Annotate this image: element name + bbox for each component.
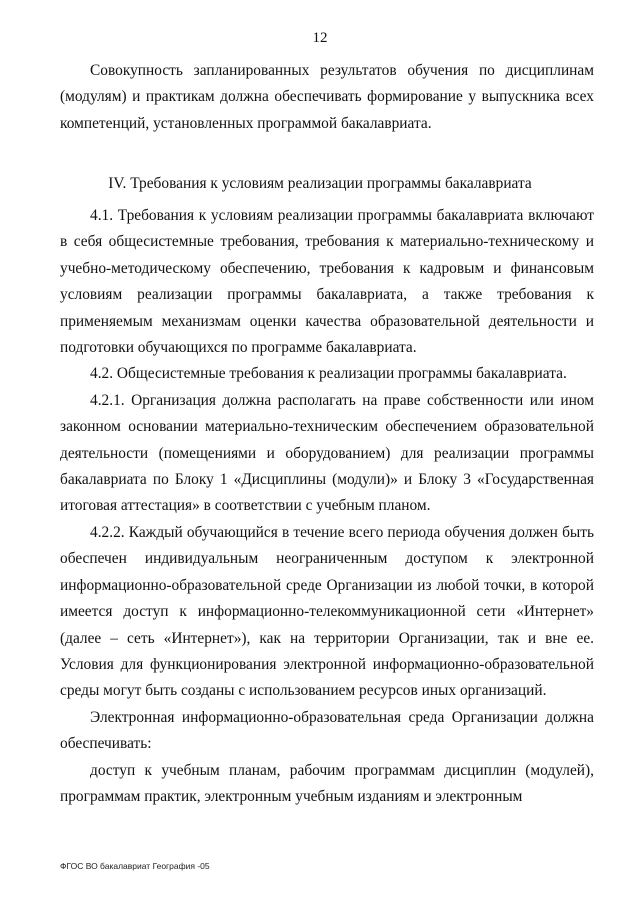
paragraph-4-1: 4.1. Требования к условиям реализации программы бакалавриата включают в себя общесистемные требования, требования к материально-техническому и учебно-методическому обеспечению, требования к кадровым и финансовым условиям реализации программы бакалавриата, а также требования к применяемым механизмам оценки качества образовательной деятельности и подготовки обучающихся по программе бакалавриата.	[60, 207, 594, 357]
intro-text-block	[60, 58, 594, 137]
paragraph-environment: Электронная информационно-образовательная среда Организации должна обеспечивать:	[60, 708, 594, 753]
paragraph-4-2-1: 4.2.1. Организация должна располагать на праве собственности или ином законном основании материально-техническим обеспечением образовательной деятельности (помещениями и оборудованием) для реализации программы бакалавриата по Блоку 1 «Дисциплины (модули)» и Блоку 3 «Государственная итоговая аттестация» в соответствии с учебным планом.	[60, 391, 594, 515]
paragraph-4-2: 4.2. Общесистемные требования к реализации программы бакалавриата.	[90, 365, 567, 383]
intro-paragraph: Совокупность запланированных результатов обучения по дисциплинам (модулям) и практикам должна обеспечивать формирование у выпускника всех компетенций, установленных программой бакалавриата.	[60, 62, 594, 132]
section-heading: IV. Требования к условиям реализации программы бакалавриата	[108, 175, 532, 192]
document-footer: ФГОС ВО бакалавриат География -05	[60, 861, 210, 871]
section-body	[60, 203, 594, 810]
paragraph-access: доступ к учебным планам, рабочим программам дисциплин (модулей), программам практик, электронным учебным изданиям и электронным	[60, 761, 594, 805]
paragraph-4-2-2: 4.2.2. Каждый обучающийся в течение всего периода обучения должен быть обеспечен индивидуальным неограниченным доступом к электронной информационно-образовательной среде Организации из любой точки, в которой имеется доступ к информационно-телекоммуникационной сети «Интернет» (далее – сеть «Интернет»), как на территории Организации, так и вне ее. Условия для функционирования электронной информационно-образовательной среды могут быть созданы с использованием ресурсов иных организаций.	[60, 523, 594, 700]
page-number: 12	[312, 30, 328, 46]
